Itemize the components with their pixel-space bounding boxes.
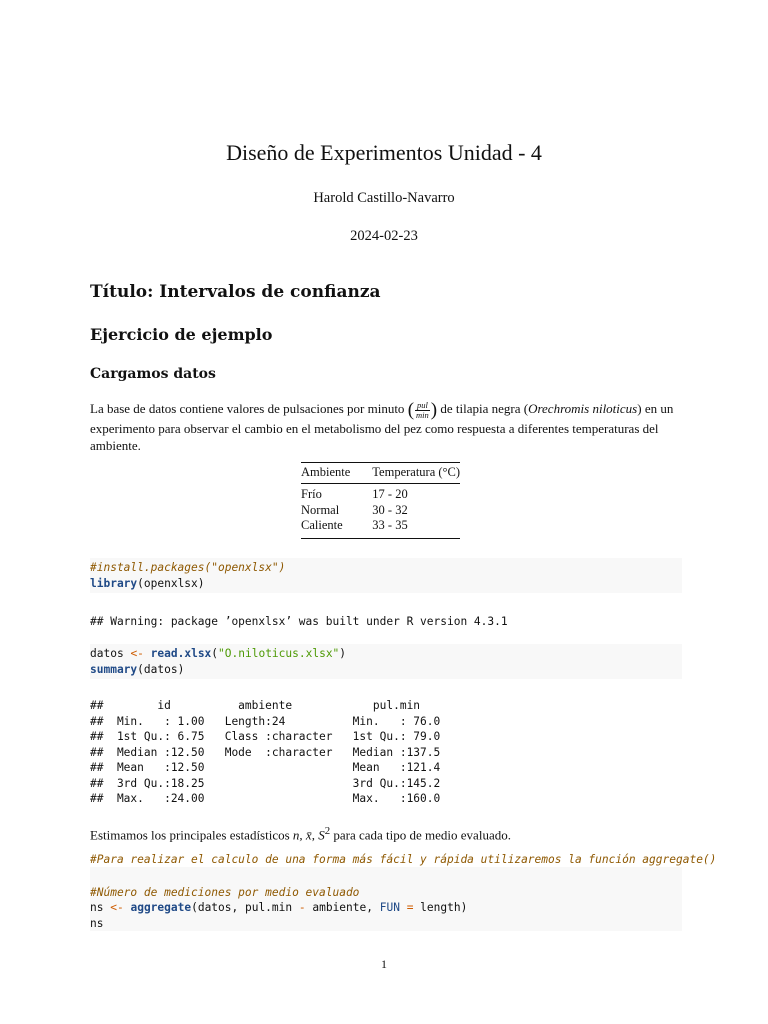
table-cell: Frío — [301, 487, 322, 501]
output-line: ## Min. : 1.00 Length:24 Min. : 76.0 — [90, 714, 454, 728]
table-header: Temperatura (°C) — [372, 463, 460, 484]
code-comment-aggregate: #Para realizar el calculo de una forma más fácil y rápida utilizaremos la función aggregate() — [90, 853, 717, 866]
table-header: Ambiente — [301, 463, 372, 484]
table-row — [301, 518, 460, 538]
pul-min-fraction: $\frac{\text{pul}}{\min}$ — [416, 399, 429, 420]
table-row — [301, 503, 460, 519]
summary-output — [90, 698, 682, 807]
output-line: ## Mean :12.50 Mean :121.4 — [90, 761, 454, 774]
table-cell: Normal — [301, 502, 340, 517]
document-author: Harold Castillo-Navarro — [313, 190, 455, 206]
code-comment: #Número de mediciones por medio evaluado — [90, 885, 360, 899]
environment-table — [301, 462, 460, 539]
table-cell: 17 - 20 — [372, 487, 408, 501]
code-function: read.xlsx — [150, 647, 212, 660]
math-statistics: n, x̄, S — [292, 827, 325, 843]
intro-text-3: ) en un experimento para observar el cambio en el metabolismo del pez como respuesta a diferentes temperaturas del ambiente. — [90, 401, 674, 453]
table-row — [301, 484, 460, 503]
output-line: ## 3rd Qu.:18.25 3rd Qu.:145.2 — [90, 776, 454, 790]
page-number: 1 — [381, 957, 387, 971]
code-function: library — [90, 576, 138, 590]
intro-text-1: La base de datos contiene valores de pulsaciones por minuto — [90, 401, 405, 416]
table-cell: Caliente — [301, 518, 372, 538]
intro-text-2: de tilapia negra ( — [440, 401, 529, 416]
code-comment: #install.packages("openxlsx") — [90, 561, 286, 574]
intro-paragraph: La base de datos contiene valores de pulsaciones por minuto ( $\frac{\text{pul}}{\min}$ ) de tilapia negra (Orechromis niloticus) en un experimento para observar el cambio en el metabolismo del pez como respuesta a diferentes temperaturas del ambiente. — [90, 399, 674, 453]
output-line: ## 1st Qu.: 6.75 Class :character 1st Qu.: 79.0 — [90, 730, 454, 743]
code-function: aggregate — [130, 901, 192, 914]
species-name: Orechromis niloticus — [528, 401, 638, 416]
table-cell: 30 - 32 — [372, 502, 408, 517]
section-heading-example: Ejercicio de ejemplo — [90, 325, 273, 344]
statistics-paragraph: Estimamos los principales estadísticos n, x̄, $S^2$ para cada tipo de medio evaluado. — [90, 825, 511, 843]
table-cell: 33 - 35 — [372, 518, 460, 538]
code-block-read-data: datos <- read.xlsx("O.niloticus.xlsx") summary(datos) — [90, 644, 682, 679]
warning-output: ## Warning: package ’openxlsx’ was built under R version 4.3.1 — [90, 615, 508, 628]
output-line: ## Median :12.50 Mode :character Median :137.5 — [90, 745, 454, 759]
code-string: "O.niloticus.xlsx" — [218, 647, 340, 660]
code-block-aggregate: #Número de mediciones por medio evaluado ns <- aggregate(datos, pul.min - ambiente, FUN = length) ns — [90, 867, 682, 931]
output-line: ## id ambiente pul.min — [90, 699, 454, 712]
subsection-heading-load-data: Cargamos datos — [90, 366, 216, 382]
output-line: ## Max. :24.00 Max. :160.0 — [90, 792, 454, 805]
code-block-load-library: #install.packages("openxlsx") library(openxlsx) — [90, 558, 682, 593]
section-heading-title: Título: Intervalos de confianza — [90, 282, 381, 302]
document-date: 2024-02-23 — [350, 228, 418, 244]
document-title: Diseño de Experimentos Unidad - 4 — [226, 140, 542, 165]
code-function: summary — [90, 662, 138, 676]
